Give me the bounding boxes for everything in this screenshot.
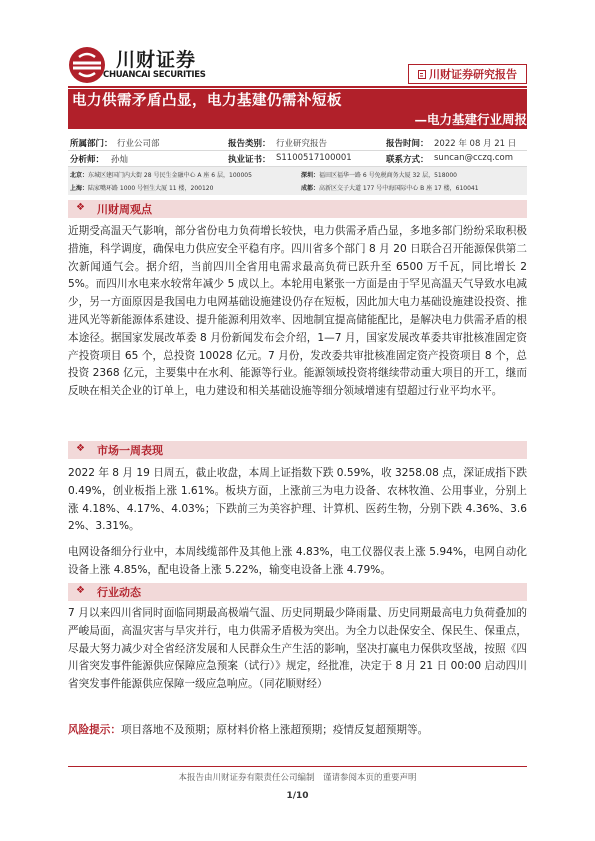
time-value: 2022 年 08 月 21 日 [434, 139, 517, 149]
page-number: 1/10 [286, 791, 309, 801]
dept-label: 所属部门： [70, 139, 113, 149]
chengdu-label: 成都： [301, 185, 320, 192]
risk-label: 风险提示： [68, 724, 121, 736]
chengdu-address: 高新区交子大道 177 号中海国际中心 B 座 17 楼，610041 [319, 185, 479, 192]
cert-value: S1100517100001 [276, 153, 352, 163]
office-addresses [68, 167, 527, 195]
beijing-label: 北京： [70, 172, 89, 179]
contact-label: 联系方式： [386, 155, 429, 165]
industry-news-paragraph: 7 月以来四川省同时面临同期最高极端气温、历史同期最少降雨量、历史同期最高电力负荷叠加的严峻局面，高温灾害与旱灾并行，电力供需矛盾极为突出。为全力以赴保安全、保民生、保重点，尽最大努力减少对全省经济发展和人民群众生产生活的影响，坚决打赢电力保供攻坚战，按照《四川省突发事件能源供应保障应急预案（试行）》规定，经批准，决定于 8 月 21 日 00:00 启动四川省突发事件能源供应保障一级应急响应。（同花顺财经） [68, 607, 527, 691]
shanghai-label: 上海： [70, 185, 89, 192]
section-heading-market-performance: ❖ 市场一周表现 [68, 441, 527, 459]
diamond-bullet-icon [76, 205, 85, 214]
weekly-view-paragraph: 近期受高温天气影响，部分省份电力负荷增长较快，电力供需矛盾凸显，多地多部门纷纷采取积极措施，科学调度，确保电力供应安全平稳有序。四川省多个部门 8 月 20 日联合召开能源保供第二次新闻通气会。据介绍，当前四川全省用电需求最高负荷已跃升至 6500 万千瓦，同比增长 25%。而四川水电来水较常年减少 5 成以上。本轮用电紧张一方面是由于罕见高温天气导致水电减少，另一方面原因是我国电力电网基础设施建设仍存在短板，因此加大电力基础设施建设投资、推进风光等新能源体系建设、提升能源利用效率、因地制宜提高储能配比，是解决电力供需矛盾的根本途径。据国家发展改革委 8 月份新闻发布会介绍，1—7 月，国家发展改革委共审批核准固定资产投资项目 65 个，总投资 10028 亿元。7 月份，发改委共审批核准固定资产投资项目 8 个，总投资 2368 亿元，主要集中在水利、能源等行业。能源领域投资将继续带动重大项目的开工，继而反映在相关企业的订单上，电力建设和相关基础设施等细分领域增速有望超过行业平均水平。 [68, 225, 527, 398]
header-divider [68, 86, 527, 88]
time-label: 报告时间： [386, 139, 429, 149]
chuancai-logo-icon [68, 46, 106, 84]
market-paragraph-1: 2022 年 8 月 19 日周五，截止收盘，本周上证指数下跌 0.59%，收 3258.08 点，深证成指下跌 0.49%，创业板指上涨 1.61%。板块方面，上涨前三为电力设备、农林牧渔、公用事业，分别上涨 4.18%、4.17%、4.03%；下跌前三为美容护理、计算机、医药生物，分别下跌 4.36%、3.62%、3.31%。 [68, 467, 527, 533]
diamond-bullet-icon [76, 588, 85, 597]
brand-name-cn: 川财证券 [116, 49, 197, 71]
info-row-department [68, 134, 527, 151]
report-title: 电力供需矛盾凸显，电力基建仍需补短板 [72, 93, 342, 109]
analyst-value: 孙灿 [111, 155, 129, 165]
shenzhen-address: 福田区福华一路 6 号免税商务大厦 32 层，518000 [319, 172, 457, 179]
category-value: 行业研究报告 [276, 139, 328, 149]
risk-warning [68, 722, 428, 737]
beijing-address: 东城区建国门内大街 28 号民生金融中心 A 座 6 层，100005 [88, 172, 252, 179]
analyst-label: 分析师： [70, 155, 105, 165]
risk-text: 项目落地不及预期；原材料价格上涨超预期；疫情反复超预期等。 [120, 724, 429, 736]
contact-email[interactable]: suncan@cczq.com [434, 153, 514, 163]
dept-value: 行业公司部 [117, 139, 160, 149]
report-subtitle: —电力基建行业周报 [414, 112, 527, 127]
section-heading-weekly-view: ❖ 川财周观点 [68, 200, 527, 218]
footer-divider [68, 766, 527, 767]
document-icon [418, 70, 426, 79]
shenzhen-label: 深圳： [301, 172, 320, 179]
section-heading-industry-news: ❖ 行业动态 [68, 583, 527, 601]
market-paragraph-2: 电网设备细分行业中，本周线缆部件及其他上涨 4.83%，电工仪器仪表上涨 5.94%，电网自动化设备上涨 4.85%，配电设备上涨 5.22%，输变电设备上涨 4.79%。 [68, 546, 527, 576]
footer-disclaimer: 本报告由川财证券有限责任公司编制 谨请参阅本页的重要声明 [178, 773, 417, 783]
diamond-bullet-icon [76, 446, 85, 455]
brand-name-en: CHUANCAI SECURITIES [103, 70, 206, 80]
report-tag [408, 64, 527, 84]
category-label: 报告类别： [228, 139, 271, 149]
shanghai-address: 陆家嘴环路 1000 号恒生大厦 11 楼，200120 [88, 185, 214, 192]
info-row-analyst [68, 150, 527, 167]
cert-label: 执业证书： [228, 155, 271, 165]
report-tag-label: 川财证券研究报告 [429, 68, 517, 81]
